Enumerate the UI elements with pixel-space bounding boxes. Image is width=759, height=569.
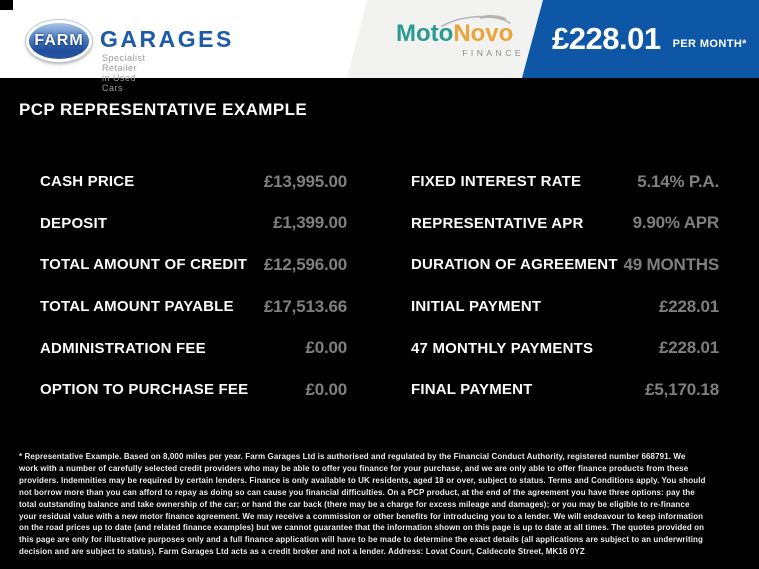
novo-wordmark: Novo [453, 20, 514, 47]
table-row [40, 203, 719, 245]
row-value: 9.90% APR [632, 213, 719, 233]
motonovo-finance-logo [396, 22, 526, 58]
farm-oval-badge [26, 20, 92, 62]
option-to-purchase-fee-row [40, 380, 347, 400]
garages-wordmark: GARAGES [100, 26, 234, 52]
row-value: 49 MONTHS [623, 254, 719, 274]
admin-fee-row [40, 338, 347, 358]
row-label: TOTAL AMOUNT PAYABLE [40, 298, 234, 316]
monthly-price-banner [552, 0, 752, 78]
initial-payment-row [411, 297, 719, 317]
table-row [40, 161, 719, 203]
row-label: REPRESENTATIVE APR [411, 214, 584, 232]
table-row [40, 327, 719, 369]
row-value: £12,596.00 [263, 254, 347, 274]
page-title: PCP REPRESENTATIVE EXAMPLE [19, 100, 308, 119]
finance-wordmark: FINANCE [462, 48, 524, 58]
corner-artifact [0, 0, 13, 10]
finance-table [40, 161, 719, 411]
garages-tagline: Specialist Retailer in Used Cars [102, 53, 146, 93]
duration-row [411, 255, 719, 275]
row-value: £17,513.66 [263, 296, 347, 316]
total-credit-row [40, 255, 347, 275]
row-value: £13,995.00 [263, 171, 347, 191]
table-row [40, 369, 719, 411]
deposit-row [40, 213, 347, 233]
row-value: £0.00 [305, 379, 347, 399]
row-label: FIXED INTEREST RATE [411, 173, 582, 191]
row-label: OPTION TO PURCHASE FEE [40, 381, 249, 399]
fixed-interest-rate-row [411, 172, 719, 192]
moto-wordmark: Moto [396, 20, 454, 47]
row-label: CASH PRICE [40, 173, 135, 191]
table-row [40, 286, 719, 328]
row-label: 47 MONTHLY PAYMENTS [411, 339, 594, 357]
representative-apr-row [411, 213, 719, 233]
cash-price-row [40, 172, 347, 192]
per-month-label: PER MONTH* [672, 37, 747, 50]
row-label: DURATION OF AGREEMENT [411, 256, 618, 274]
row-value: £0.00 [305, 338, 347, 358]
farm-oval-text: FARM [34, 32, 84, 49]
row-value: £228.01 [658, 338, 719, 358]
row-label: ADMINISTRATION FEE [40, 339, 206, 357]
car-swoosh-icon [440, 13, 516, 29]
row-label: DEPOSIT [40, 214, 108, 232]
row-value: £228.01 [658, 296, 719, 316]
legal-disclaimer-text: * Representative Example. Based on 8,000 miles per year. Farm Garages Ltd is authorised and regulated by the Financial Conduct Authority, registered number 668791. We work with a number of carefully selected credit providers who may be able to offer you finance for your purchase, and we are only able to offer finance products from these providers. Indemnities may be required by certain lenders. Finance is only available to UK residents, aged 18 or over, subject to status. Terms and Conditions apply. You should not borrow more than you can afford to repay as doing so can cause you financial difficulties. On a PCP product, at the end of the agreement you have three options: pay the total outstanding balance and take ownership of the car; or hand the car back (there may be a charge for excess mileage and damages); or you may be eligible to re-finance your residual value with a new motor finance agreement. We may receive a commission or other benefits for introducing you to a lender. We will endeavour to keep information on the road prices up to date (and related finance examples) but we cannot guarantee that the information shown on this page is up to date at all times. The quotes provided on this page are only for illustrative purposes only and a full finance application will have to be made to determine the exact details (all applications are subject to an underwriting decision and are subject to status). Farm Garages Ltd acts as a credit broker and not a lender. Address: Lovat Court, Caldecote Street, MK16 0YZ [19, 452, 706, 557]
total-payable-row [40, 297, 347, 317]
row-label: TOTAL AMOUNT OF CREDIT [40, 256, 248, 274]
monthly-payments-row [411, 338, 719, 358]
row-label: FINAL PAYMENT [411, 381, 533, 399]
row-value: £5,170.18 [645, 379, 719, 399]
row-value: 5.14% P.A. [637, 171, 719, 191]
table-row [40, 244, 719, 286]
header-bar [0, 0, 759, 93]
monthly-price-amount: £228.01 [552, 21, 661, 56]
row-label: INITIAL PAYMENT [411, 298, 542, 316]
final-payment-row [411, 380, 719, 400]
row-value: £1,399.00 [273, 213, 347, 233]
